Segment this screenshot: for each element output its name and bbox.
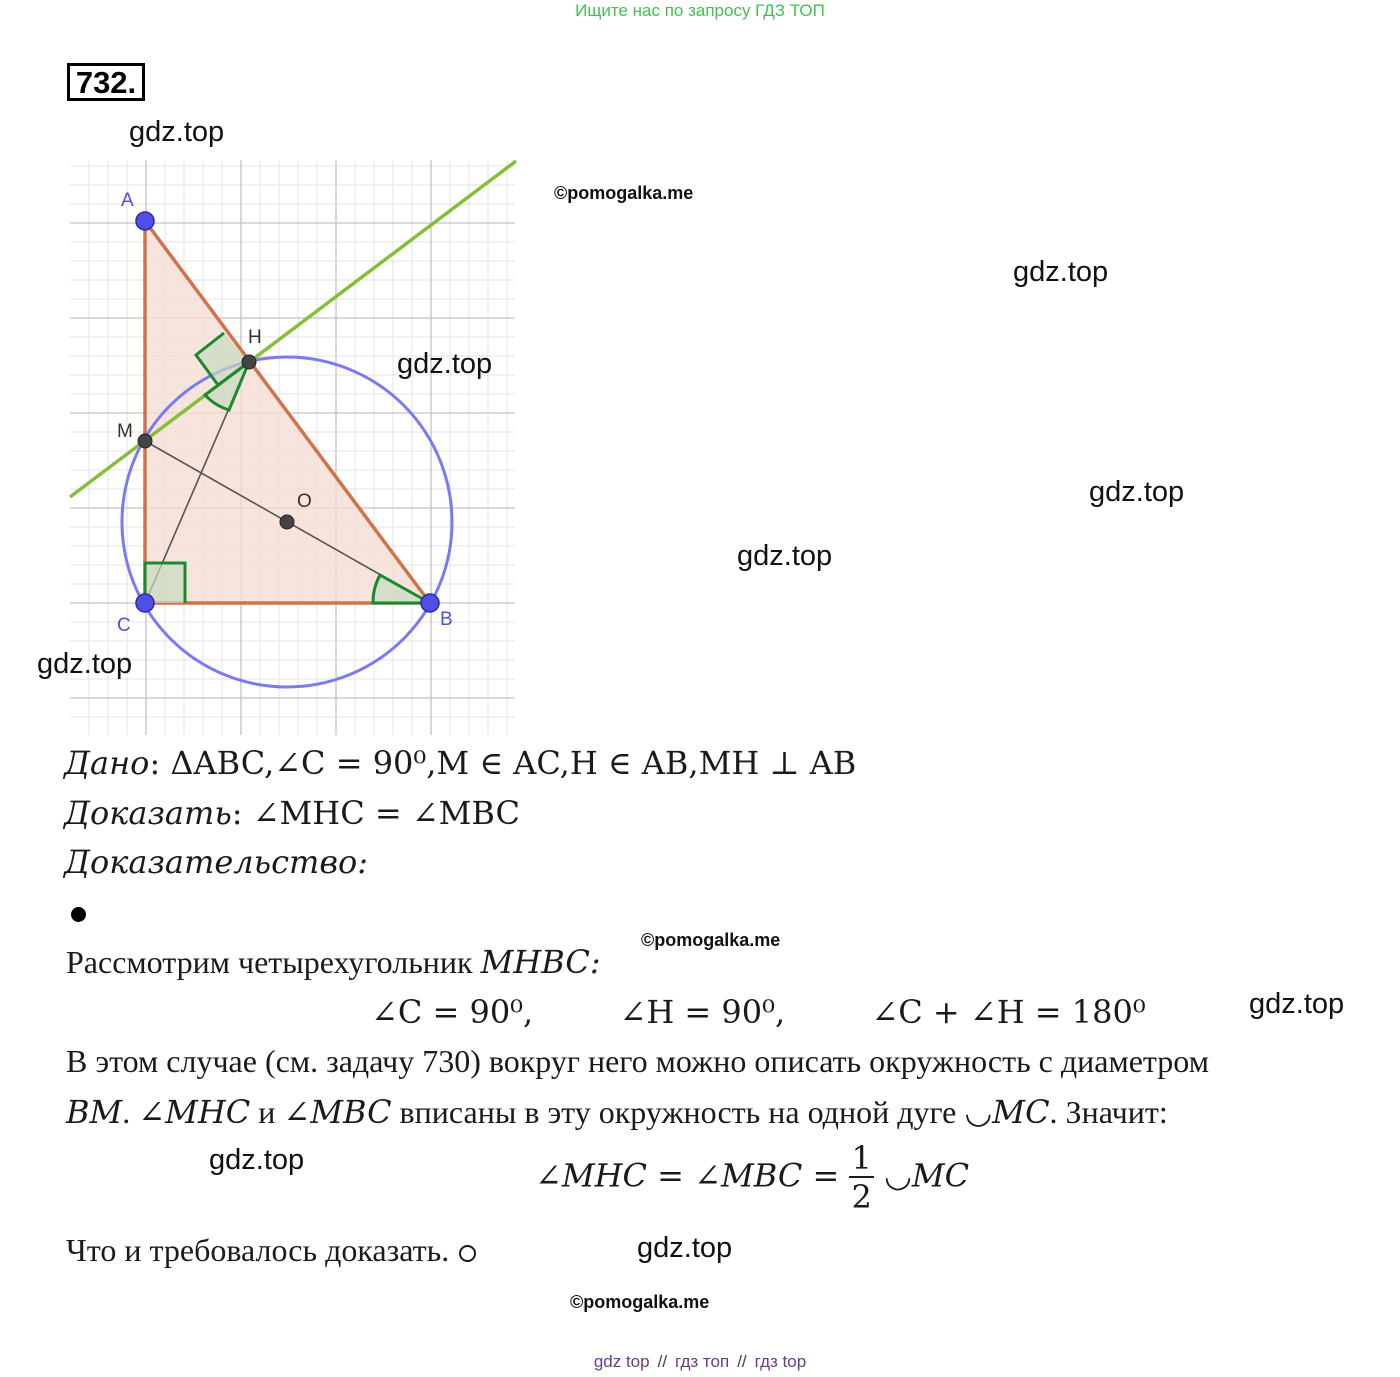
- bullet-marker: [71, 907, 86, 922]
- label-b: B: [440, 609, 453, 630]
- problem-number: 732.: [67, 63, 145, 101]
- case-line-1: В этом случае (см. задачу 730) вокруг него можно описать окружность с диаметром: [66, 1043, 1209, 1079]
- copyright-mark: ©pomogalka.me: [554, 183, 694, 203]
- point-o: [280, 515, 294, 529]
- point-m: [138, 434, 152, 448]
- footer-link[interactable]: гдз топ: [675, 1352, 730, 1371]
- footer-link[interactable]: гдз top: [754, 1352, 807, 1371]
- watermark: gdz.top: [397, 348, 493, 380]
- angles-equation: ∠C = 90⁰, ∠H = 90⁰, ∠C + ∠H = 180⁰: [371, 993, 1146, 1031]
- consider-line: Рассмотрим четырехугольник MHBC:: [66, 943, 601, 981]
- watermark: gdz.top: [37, 648, 133, 680]
- watermark: gdz.top: [1089, 476, 1185, 508]
- given-line: Дано: ΔABC,∠C = 90⁰,M ∈ AC,H ∈ AB,MH ⊥ AB: [64, 744, 857, 782]
- case-line-2: BM. ∠MHC и ∠MBC вписаны в эту окружность на одной дуге ◡MC. Значит:: [66, 1093, 1168, 1131]
- point-a: [136, 212, 154, 230]
- watermark: gdz.top: [129, 116, 225, 148]
- top-search-note: Ищите нас по запросу ГДЗ ТОП: [575, 1, 825, 20]
- footer-links: gdz top // гдз топ // гдз top: [593, 1352, 807, 1371]
- qed-line: Что и требовалось доказать.: [66, 1232, 476, 1269]
- copyright-mark: ©pomogalka.me: [641, 930, 781, 950]
- copyright-mark: ©pomogalka.me: [570, 1292, 710, 1312]
- watermark: gdz.top: [1013, 256, 1109, 288]
- point-c: [136, 594, 154, 612]
- watermark: gdz.top: [637, 1232, 733, 1264]
- point-b: [421, 594, 439, 612]
- label-c: C: [117, 615, 131, 636]
- watermark: gdz.top: [737, 540, 833, 572]
- label-m: M: [117, 421, 133, 442]
- label-h: H: [248, 327, 262, 348]
- watermark: gdz.top: [1249, 988, 1345, 1020]
- fraction-one-half: $\frac{1}{2}$: [851, 1139, 872, 1216]
- prove-line: Доказать: ∠MHC = ∠MBC: [64, 794, 521, 832]
- footer-link[interactable]: gdz top: [593, 1352, 650, 1371]
- watermark: gdz.top: [209, 1144, 305, 1176]
- point-h: [242, 355, 256, 369]
- final-equation: ∠MHC = ∠MBC = $\frac{1}{2}$ ◡MC: [535, 1139, 970, 1216]
- label-o: O: [297, 491, 312, 512]
- label-a: A: [121, 190, 134, 211]
- proof-heading: Доказательство:: [64, 843, 369, 881]
- qed-circle-icon: [459, 1245, 476, 1262]
